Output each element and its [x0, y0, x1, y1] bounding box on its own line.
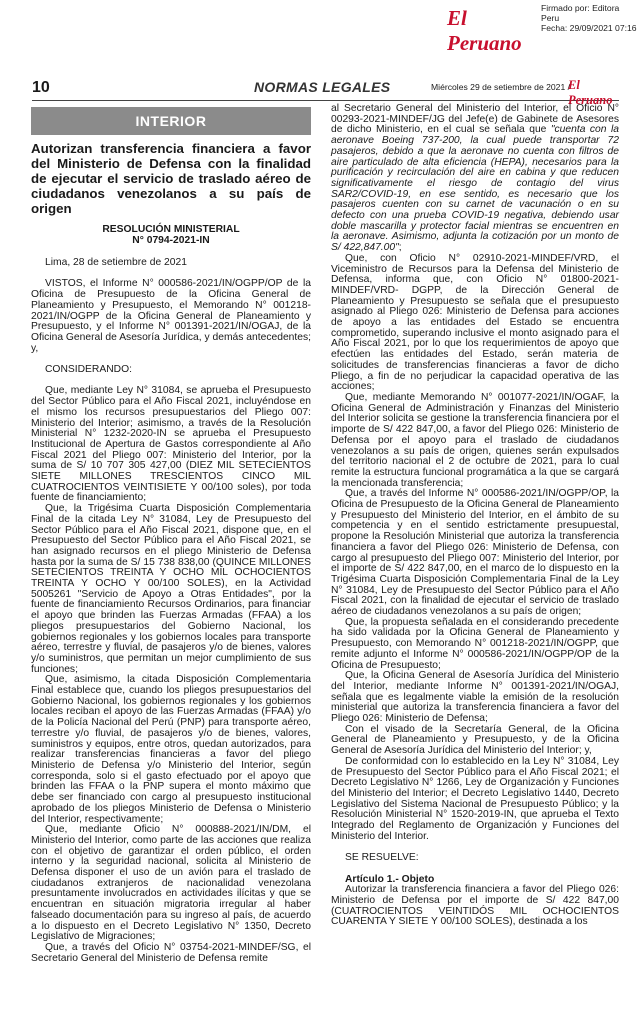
vistos-paragraph: VISTOS, el Informe N° 000586-2021/IN/OGPP/OP de la Oficina de Presupuesto de la Oficina General de Planeamiento y Presupuesto, el Memorando N° 001218-2021/IN/OGPP de la Oficina General de Planeamiento y Presupuesto, y el Informe N° 001391-2021/IN/OGAJ, de la Oficina General de Asesoría Jurídica, y demás antecedentes; y,	[31, 278, 311, 354]
resolution-heading	[31, 224, 311, 246]
paragraph: Que, la propuesta señalada en el considerando precedente ha sido validada por la Oficina General de Planeamiento y Presupuesto, con Memorando N° 001218-2021/IN/OGPP, que remite adjunto el Informe N° 000586-2021/IN/OGPP/OP de la Oficina de Presupuesto;	[331, 616, 619, 671]
left-column	[31, 104, 311, 964]
publication-date: Miércoles 29 de setiembre de 2021 /	[431, 82, 571, 92]
article-text: Autorizar la transferencia financiera a favor del Pliego 026: Ministerio de Defensa por el importe de S/ 422 847,00 (CUATROCIENTOS VEINTIDÓS MIL OCHOCIENTOS CUARENTA Y SIETE Y 00/100 SOLES), destinada a los	[331, 884, 619, 928]
signature-line: Fecha: 29/09/2021 07:16	[541, 23, 637, 33]
article-heading: Artículo 1.- Objeto	[345, 873, 435, 885]
paragraph: Que, a través del Informe N° 000586-2021/IN/OGPP/OP, la Oficina de Presupuesto de la Oficina General de Planeamiento y Presupuesto del Ministerio del Interior, en el ámbito de su competencia y en el sentido estrictamente presupuestal, propone la Resolución Ministerial que autoriza la transferencia financiera a favor del Pliego 026: Ministerio de Defensa, con cargo al presupuesto del Pliego 007: Ministerio del Interior, por el importe de S/ 422 847,00, en el marco de lo dispuesto en la Trigésima Cuarta Disposición Complementaria Final de la Ley N° 31084, Ley de Presupuesto del Sector Público para el Año Fiscal 2021, con la finalidad de ejecutar el servicio de traslado aéreo de ciudadanos venezolanos a su país de origen;	[331, 488, 619, 618]
place-date: Lima, 28 de setiembre de 2021	[45, 257, 187, 268]
paragraph: Que, a través del Oficio N° 03754-2021-MINDEF/SG, el Secretario General del Ministerio de Defensa remite	[31, 941, 311, 964]
page-number: 10	[32, 79, 50, 96]
paragraph: Con el visado de la Secretaría General, de la Oficina General de Planeamiento y Presupuesto, y de la Oficina General de Asesoría Jurídica del Ministerio del Interior; y,	[331, 723, 619, 757]
paragraph-end: ;	[398, 242, 402, 254]
paragraph: Que, la Trigésima Cuarta Disposición Complementaria Final de la citada Ley N° 31084, Ley de Presupuesto del Sector Público para el Año Fiscal 2021, dispone que, en el Presupuesto del Sector Público para el Año Fiscal 2021, se han asignado recursos en el pliego Ministerio de Defensa hasta por la suma de S/ 15 738 838,00 (QUINCE MILLONES SETECIENTOS TREINTA Y OCHO MIL OCHOCIENTOS TREINTA Y OCHO Y 00/100 SOLES), en la Actividad 5005261 "Servicio de Apoyo a Otras Entidades", por la fuente de financiamiento Recursos Ordinarios, para financiar el apoyo que brinden las Fuerzas Armadas (FFAA) a los pliegos presupuestarios del Gobierno Nacional, los gobiernos regionales y los gobiernos locales para transporte aéreo, terrestre y fluvial, de pasajeros y/o de bienes, valores y/o suministros, que permitan un mejor cumplimiento de sus funciones;	[31, 503, 311, 675]
resolution-title: RESOLUCIÓN MINISTERIAL	[102, 224, 240, 235]
digital-signature-stamp	[447, 0, 642, 55]
signature-line: Firmado por: Editora	[541, 3, 620, 13]
paragraph-text: al Secretario General del Ministerio del Interior, el Oficio N° 00293-2021-MINDEF/JG del Jefe(e) de Gabinete de Asesores de dicho Ministerio, en el cual se señala que	[331, 103, 619, 136]
resolution-number: N° 0794-2021-IN	[132, 235, 210, 246]
signature-details	[541, 3, 637, 33]
paragraph: Que, la Oficina General de Asesoría Jurídica del Ministerio del Interior, mediante Informe N° 001391-2021/IN/OGAJ, señala que es legalmente viable la emisión de la resolución ministerial que autoriza la transferencia financiera a favor del Pliego 026: Ministerio de Defensa;	[331, 670, 619, 725]
right-column	[331, 104, 619, 928]
brand-name: El Peruano	[568, 78, 613, 107]
considerando-heading: CONSIDERANDO:	[45, 364, 132, 375]
paragraph: De conformidad con lo establecido en la Ley N° 31084, Ley de Presupuesto del Sector Público para el Año Fiscal 2021; el Decreto Legislativo N° 1266, Ley de Organización y Funciones del Ministerio del Interior; el Decreto Legislativo 1440, Decreto Legislativo del Sistema Nacional de Presupuesto Público; y la Resolución Ministerial N° 1520-2019-IN, que aprueba el Texto Integrado del Reglamento de Organización y Funciones del Ministerio del Interior.	[331, 755, 619, 842]
paragraph: Que, mediante Oficio N° 000888-2021/IN/DM, el Ministerio del Interior, como parte de las acciones que realiza con el objetivo de garantizar el orden público, el orden interno y la seguridad nacional, solicita al Ministerio de Defensa disponer el uso de un avión para el traslado de ciudadanos extranjeros de nacionalidad venezolana presuntamente involucrados en actividades ilícitas y que se encuentran en situación migratoria irregular al haber falseado documentación para su ingreso al país, de acuerdo a lo dispuesto en el Decreto Legislativo N° 1350, Decreto Legislativo de Migraciones;	[31, 824, 311, 943]
paragraph: Que, mediante Memorando N° 001077-2021/IN/OGAF, la Oficina General de Administración y Finanzas del Ministerio del Interior solicita se gestione la transferencia financiera por el importe de S/ 422 847,00, a favor del Pliego 026: Ministerio de Defensa por el apoyo para el traslado de ciudadanos venezolanos a su país de origen, quienes serán expulsados del territorio nacional el 2 de octubre de 2021, para lo cual remite la estructura funcional programática a la que se cargará la mencionada transferencia;	[331, 391, 619, 489]
paragraph	[331, 104, 619, 254]
el-peruano-signature-logo: El Peruano	[447, 6, 522, 55]
section-label: INTERIOR	[31, 107, 311, 135]
paragraph: Que, con Oficio N° 02910-2021-MINDEF/VRD, el Viceministro de Recursos para la Defensa del Ministerio de Defensa, informa que, con Oficio N° 01800-2021-MINDEF/VRD- DGPP, de la Dirección General de Planeamiento y Presupuesto se señala que el presupuesto asignado al Pliego 026: Ministerio de Defensa para acciones de apoyo a las entidades del Estado se encuentra comprometido, superando inclusive el monto asignado para el Año Fiscal 2021, por lo que los requerimientos de apoyo que efectúen las entidades del Estado, serán materia de solicitudes de transferencias financieras a favor de dicho Pliego, a fin de no perjudicar la capacidad operativa de las acciones;	[331, 252, 619, 393]
paragraph: Que, mediante Ley N° 31084, se aprueba el Presupuesto del Sector Público para el Año Fiscal 2021, incluyéndose en el mismo los recursos presupuestarios del Pliego 007: Ministerio del Interior; asimismo, a través de la Resolución Ministerial N° 1232-2020-IN se aprueba el Presupuesto Institucional de Apertura de Gastos correspondiente al Año Fiscal 2021 del Pliego 007: Ministerio del Interior, por la suma de S/ 10 707 305 427,00 (DIEZ MIL SETECIENTOS SIETE MILLONES TRESCIENTOS CINCO MIL CUATROCIENTOS VEINTISIETE Y 00/100 soles), por toda fuente de financiamiento;	[31, 385, 311, 504]
signature-line: Peru	[541, 13, 560, 23]
section-name: NORMAS LEGALES	[254, 79, 391, 95]
paragraph: Que, asimismo, la citada Disposición Complementaria Final establece que, cuando los pliegos presupuestarios del Gobierno Nacional, los gobiernos regionales y los gobiernos locales reciban el apoyo de las Fuerzas Armadas (FFAA) y/o de la Policía Nacional del Perú (PNP) para transporte aéreo, terrestre y/o fluvial, de pasajeros y/o de bienes, valores, suministros y equipos, entre otros, quedan autorizados, para realizar transferencias financieras a favor del pliego Ministerio de Defensa y/o Ministerio del Interior, según corresponda, solo si el gasto efectuado por el apoyo que brinden las FFAA o la PNP supera el monto máximo que debe ser financiado con cargo al presupuesto institucional aprobado de los pliegos Ministerio de Defensa o Ministerio del Interior, respectivamente;	[31, 674, 311, 825]
se-resuelve-heading: SE RESUELVE:	[345, 852, 419, 864]
page-header	[32, 78, 619, 107]
quoted-text: "cuenta con la aeronave Boeing 737-200, la cual puede transportar 72 pasajeros, debido a que la aeronave no cuenta con filtros de aire particulado de alta eficiencia (HEPA), necesarios para la purificación y recirculación del aire en cabina y que reducen significativamente el riesgo de contagio del virus SAR2/COVID-19, en ese sentido, es necesario que los pasajeros cuenten con su carnet de vacunación o en su defecto con una prueba COVID-19 negativa, debiendo usar doble mascarilla y protector facial mientras se encuentren en la aeronave. Asimismo, adjunta la cotización por un monto de S/ 422,847.00"	[331, 124, 619, 254]
decree-title: Autorizan transferencia financiera a favor del Ministerio de Defensa con la finalidad de ejecutar el servicio de traslado aéreo de ciudadanos venezolanos a su país de origen	[31, 141, 311, 216]
